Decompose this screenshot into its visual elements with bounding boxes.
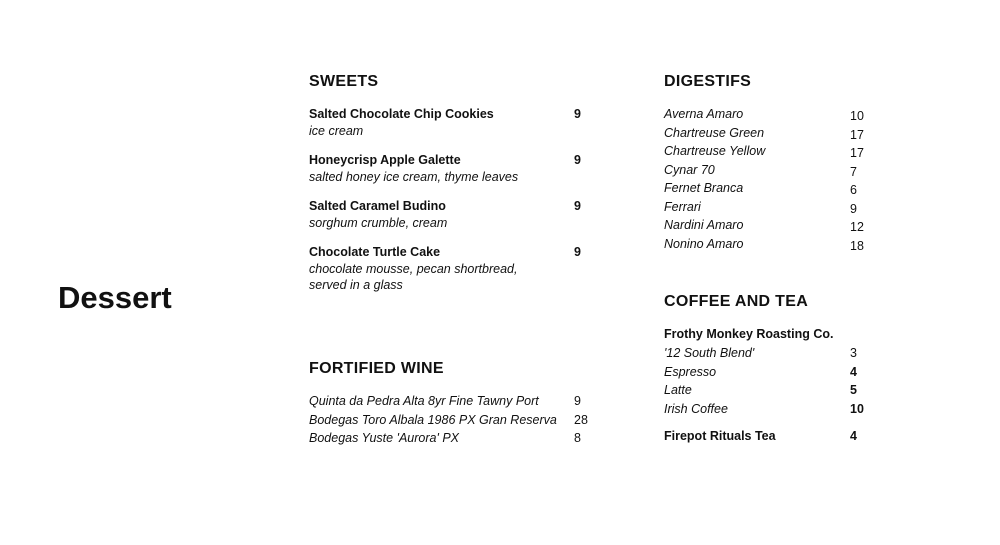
list-item: [664, 428, 874, 445]
item-name: Nardini Amaro: [664, 218, 744, 232]
list-item: [664, 345, 874, 364]
digestifs-title: DIGESTIFS: [664, 73, 752, 90]
item-price: 9: [574, 394, 581, 408]
item-name: Chartreuse Green: [664, 125, 765, 140]
item-name: Bodegas Yuste 'Aurora' PX: [309, 431, 460, 445]
list-item: [664, 162, 874, 181]
item-name: Chocolate Turtle Cake: [309, 245, 441, 259]
list-item: [664, 125, 874, 144]
list-item: [664, 236, 874, 255]
item-name: Averna Amaro: [664, 107, 744, 121]
coffee-and-tea-section: [664, 292, 874, 445]
item-name: '12 South Blend': [664, 346, 755, 360]
item-name: Ferrari: [664, 199, 701, 214]
item-price: 17: [850, 146, 864, 160]
item-price: 9: [574, 107, 581, 121]
list-item: [664, 106, 874, 125]
page-title: Dessert: [58, 280, 172, 315]
item-price: 10: [850, 401, 864, 416]
item-description: ice cream: [309, 124, 364, 138]
item-name: Chartreuse Yellow: [664, 144, 766, 158]
item-price: 17: [850, 127, 864, 142]
item-price: 4: [850, 429, 857, 443]
item-name: Firepot Rituals Tea: [664, 429, 776, 443]
item-name: Nonino Amaro: [664, 236, 744, 251]
item-price: 3: [850, 346, 857, 360]
item-name: Quinta da Pedra Alta 8yr Fine Tawny Port: [309, 394, 539, 408]
item-name: Fernet Branca: [664, 181, 744, 195]
item-price: 4: [850, 364, 857, 379]
item-description: sorghum crumble, cream: [309, 216, 448, 230]
fortified-wine-title: FORTIFIED WINE: [309, 360, 444, 377]
item-price: 7: [850, 164, 857, 179]
item-description: chocolate mousse, pecan shortbread, served in a glass: [309, 262, 518, 292]
sweets-section: [309, 72, 609, 306]
item-price: 9: [850, 201, 857, 216]
item-name: Honeycrisp Apple Galette: [309, 153, 461, 167]
menu-item: [309, 152, 609, 185]
list-item: [664, 401, 874, 420]
item-price: 6: [850, 183, 857, 197]
item-price: 28: [574, 412, 588, 427]
menu-item: [309, 198, 609, 231]
item-price: 18: [850, 238, 864, 253]
item-price: 9: [574, 245, 581, 259]
list-item: [664, 143, 874, 162]
list-item: [664, 382, 874, 401]
item-price: 9: [574, 153, 581, 167]
list-item: [664, 217, 874, 236]
fortified-wine-section: [309, 359, 609, 449]
menu-item: [309, 106, 609, 139]
digestifs-section: [664, 72, 874, 254]
item-price: 5: [850, 383, 857, 397]
menu-item: [309, 244, 609, 293]
list-item: [309, 412, 609, 431]
item-price: 9: [574, 199, 581, 213]
item-name: Salted Caramel Budino: [309, 199, 446, 213]
item-name: Salted Chocolate Chip Cookies: [309, 107, 494, 121]
item-name: Cynar 70: [664, 162, 715, 177]
item-price: 10: [850, 109, 864, 123]
item-name: Espresso: [664, 364, 717, 379]
sweets-title: SWEETS: [309, 73, 379, 90]
item-price: 12: [850, 220, 864, 234]
item-name: Irish Coffee: [664, 401, 728, 416]
coffee-and-tea-title: COFFEE AND TEA: [664, 293, 809, 310]
list-item: [309, 393, 609, 412]
list-item: [309, 430, 609, 449]
list-item: [664, 199, 874, 218]
item-name: Latte: [664, 383, 692, 397]
item-price: 8: [574, 431, 581, 445]
list-item: [664, 364, 874, 383]
item-description: salted honey ice cream, thyme leaves: [309, 170, 519, 184]
list-item: [664, 180, 874, 199]
item-name: Bodegas Toro Albala 1986 PX Gran Reserva: [309, 412, 557, 427]
roaster-name: Frothy Monkey Roasting Co.: [664, 327, 834, 341]
